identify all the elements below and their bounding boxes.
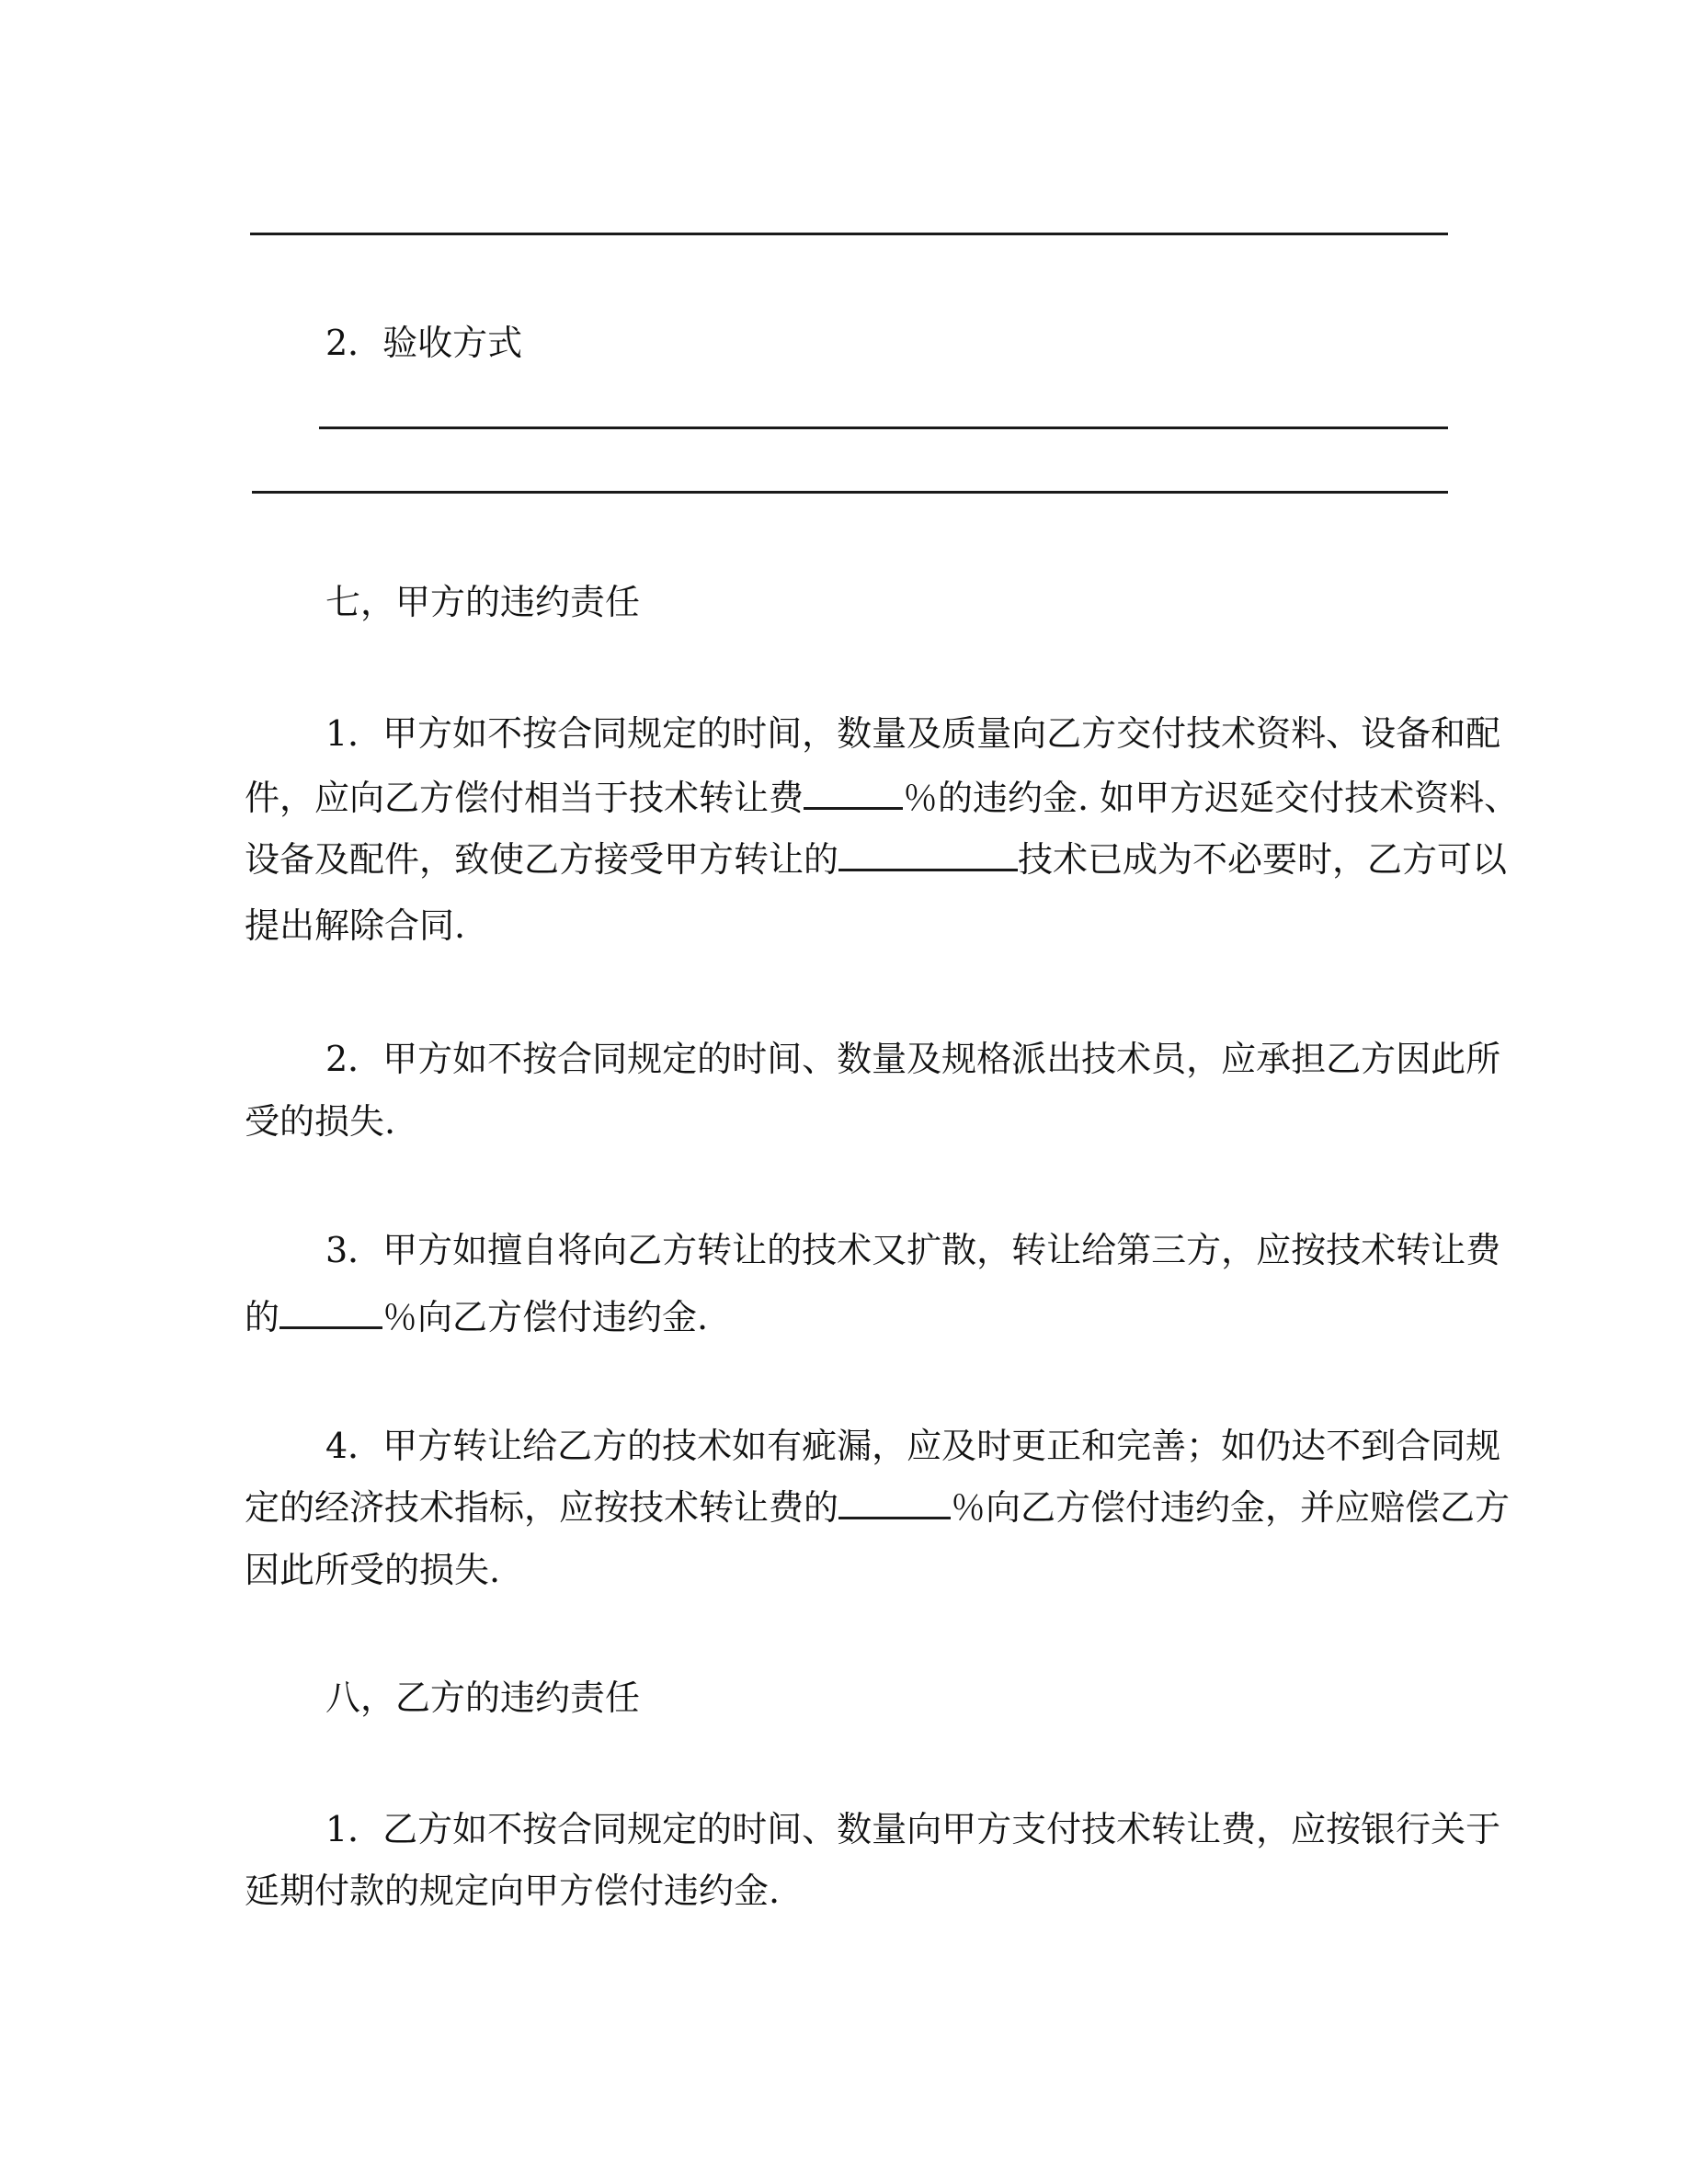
clause-7-4-line-2-post: ％向乙方偿付违约金，并应赔偿乙方 — [951, 1487, 1511, 1528]
clause-7-1-line-3-post: 技术已成为不必要时，乙方可以 — [1018, 839, 1508, 880]
clause-7-3-line-2-pre: 的 — [245, 1297, 280, 1337]
clause-7-2-line-1 — [325, 1038, 1500, 1080]
horizontal-rule-middle — [252, 491, 1448, 494]
clause-7-4-line-3 — [245, 1549, 500, 1591]
clause-7-1-line-1-text: 1．甲方如不按合同规定的时间，数量及质量向乙方交付技术资料、设备和配 — [325, 713, 1501, 754]
clause-8-1-line-1 — [325, 1808, 1500, 1850]
section7-heading-text: 七，甲方的违约责任 — [325, 582, 641, 622]
clause-7-2-line-2 — [245, 1100, 395, 1143]
clause-7-3-line-1 — [325, 1229, 1500, 1271]
section7-heading — [325, 581, 640, 623]
clause-7-4-line-3-text: 因此所受的损失. — [245, 1550, 501, 1590]
clause-8-1-line-2 — [245, 1870, 780, 1912]
clause-7-1-line-1 — [325, 712, 1500, 755]
clause-7-4-line-2 — [245, 1486, 1510, 1529]
clause-8-1-line-2-text: 延期付款的规定向甲方偿付违约金. — [245, 1871, 781, 1911]
blank-underline-technology-name — [838, 841, 1018, 871]
clause-7-2-line-1-text: 2．甲方如不按合同规定的时间、数量及规格派出技术员，应承担乙方因此所 — [325, 1039, 1501, 1079]
clause-7-1-line-2 — [245, 777, 1519, 819]
section8-heading — [325, 1677, 640, 1719]
acceptance-method-fill-line — [319, 427, 1448, 429]
clause-7-1-line-3 — [245, 838, 1507, 881]
clause-7-1-line-2-post: ％的违约金. 如甲方迟延交付技术资料、 — [903, 778, 1520, 818]
clause-7-1-line-4 — [245, 904, 465, 947]
clause-7-2-line-2-text: 受的损失. — [245, 1101, 396, 1142]
blank-underline-penalty-percent-2 — [279, 1299, 382, 1329]
clause-7-4-line-1-text: 4．甲方转让给乙方的技术如有疵漏，应及时更正和完善；如仍达不到合同规 — [325, 1426, 1501, 1466]
clause-7-4-line-2-pre: 定的经济技术指标，应按技术转让费的 — [245, 1487, 839, 1528]
blank-underline-penalty-percent-3 — [838, 1489, 951, 1519]
acceptance-method-item — [325, 322, 522, 364]
clause-7-1-line-4-text: 提出解除合同. — [245, 905, 466, 946]
clause-7-3-line-2-post: ％向乙方偿付违约金. — [382, 1297, 709, 1337]
clause-7-4-line-1 — [325, 1425, 1500, 1467]
acceptance-method-label: 2．验收方式 — [325, 323, 523, 363]
clause-7-1-line-3-pre: 设备及配件，致使乙方接受甲方转让的 — [245, 839, 839, 880]
clause-8-1-line-1-text: 1．乙方如不按合同规定的时间、数量向甲方支付技术转让费，应按银行关于 — [325, 1809, 1501, 1849]
blank-underline-penalty-percent — [804, 779, 903, 810]
clause-7-3-line-1-text: 3．甲方如擅自将向乙方转让的技术又扩散，转让给第三方，应按技术转让费 — [325, 1230, 1501, 1270]
section8-heading-text: 八，乙方的违约责任 — [325, 1678, 641, 1718]
clause-7-3-line-2 — [245, 1296, 708, 1338]
clause-7-1-line-2-pre: 件，应向乙方偿付相当于技术转让费 — [245, 778, 804, 818]
horizontal-rule-top — [250, 233, 1448, 235]
